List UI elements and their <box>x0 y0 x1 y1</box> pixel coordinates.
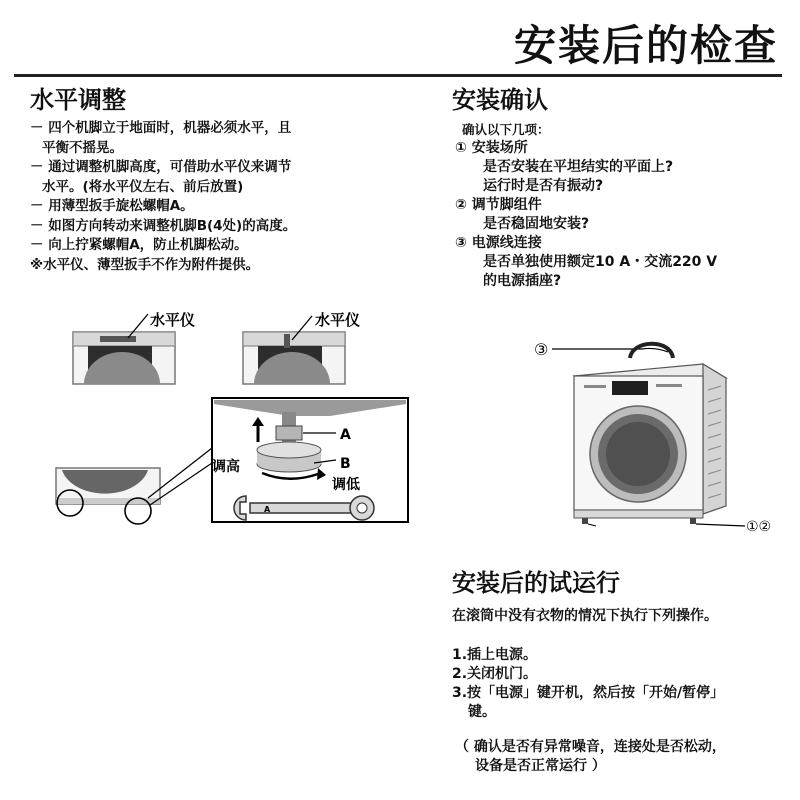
level-line: － 通过调整机脚高度，可借助水平仪来调节 <box>30 159 292 175</box>
adjustable-foot <box>257 442 321 458</box>
spirit-level-icon <box>100 336 136 342</box>
level-label-2: 水平仪 <box>315 311 361 329</box>
confirm-list <box>455 139 717 291</box>
trial-note-line: 设备是否正常运行 ） <box>475 758 606 774</box>
wrench-mark: A <box>264 505 271 514</box>
level-section-heading: 水平调整 <box>30 86 126 114</box>
confirm-item-title: ③ 电源线连接 <box>455 235 542 251</box>
trial-section-heading: 安装后的试运行 <box>452 569 620 597</box>
page-title: 安装后的检查 <box>513 21 778 70</box>
spirit-level-icon <box>284 334 290 348</box>
trial-step: 2.关闭机门。 <box>452 666 538 682</box>
foot-label: B <box>340 456 351 472</box>
level-adjustment-illustration <box>0 300 420 530</box>
foot-detail-panel <box>212 398 408 522</box>
trial-step: 3.按「电源」键开机，然后按「开始/暂停」 <box>452 685 725 701</box>
washing-machine <box>574 364 726 524</box>
lower-label: 调低 <box>332 477 360 493</box>
level-line: － 四个机脚立于地面时，机器必须水平，且 <box>30 120 292 136</box>
confirm-subheading: 确认以下几项： <box>462 122 550 137</box>
trial-steps <box>452 646 724 722</box>
level-line: 水平。(将水平仪左右、前后放置) <box>42 178 244 195</box>
level-line: － 向上拧紧螺帽A，防止机脚松动。 <box>30 237 248 253</box>
confirm-item-line: 是否单独使用额定10 A・交流220 V <box>483 254 718 270</box>
confirm-item-line: 是否稳固地安装? <box>483 216 590 232</box>
trial-note <box>455 738 726 776</box>
lock-nut <box>276 426 302 440</box>
nut-label: A <box>340 427 351 443</box>
washing-machine-illustration <box>520 330 790 540</box>
title-divider <box>14 74 782 77</box>
confirm-item-line: 的电源插座? <box>483 273 562 289</box>
level-section-body <box>30 119 296 275</box>
trial-step: 键。 <box>468 704 496 720</box>
confirm-item-title: ② 调节脚组件 <box>455 197 542 213</box>
trial-step: 1.插上电源。 <box>452 647 538 663</box>
level-line: － 如图方向转动来调整机脚B(4处)的高度。 <box>30 217 297 234</box>
callout-3: ③ <box>534 340 549 359</box>
raise-label: 调高 <box>212 459 240 475</box>
confirm-section-heading: 安装确认 <box>452 86 548 114</box>
level-line: － 用薄型扳手旋松螺帽A。 <box>30 198 194 214</box>
trial-note-line: （ 确认是否有异常噪音，连接处是否松动， <box>455 739 726 755</box>
trial-intro: 在滚筒中没有衣物的情况下执行下列操作。 <box>452 608 718 624</box>
callout-12: ①② <box>746 519 772 535</box>
level-line: ※水平仪、薄型扳手不作为附件提供。 <box>30 256 260 273</box>
confirm-item-line: 运行时是否有振动? <box>483 178 604 194</box>
level-line: 平衡不摇晃。 <box>42 139 123 156</box>
level-label-1: 水平仪 <box>150 311 196 329</box>
confirm-item-title: ① 安装场所 <box>455 140 528 156</box>
washer-base <box>56 448 212 524</box>
display-panel <box>612 381 648 395</box>
confirm-item-line: 是否安装在平坦结实的平面上? <box>483 159 674 175</box>
